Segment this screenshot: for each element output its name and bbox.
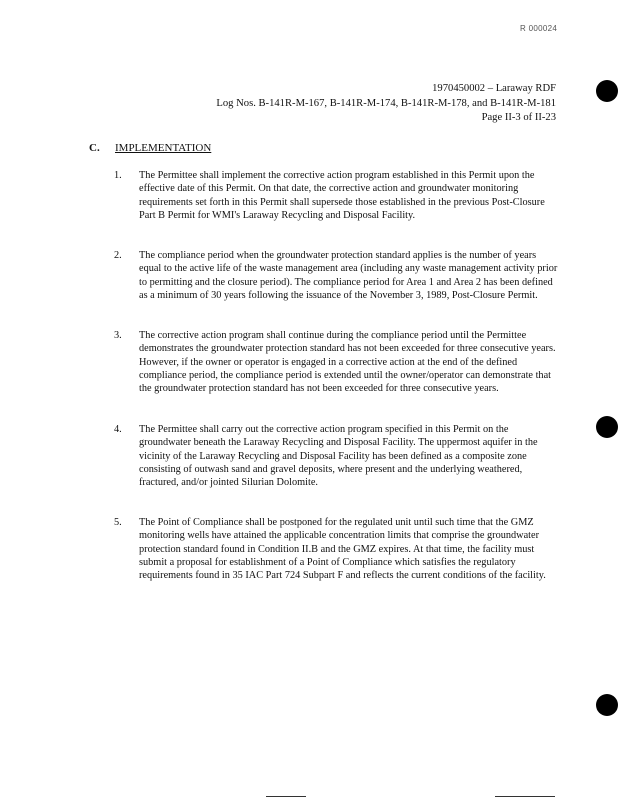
list-item — [114, 516, 559, 582]
bates-stamp: R 000024 — [520, 24, 558, 33]
item-number: 1. — [114, 170, 122, 181]
footer-rule-left — [266, 796, 306, 797]
log-numbers-line: Log Nos. B-141R-M-167, B-141R-M-174, B-141R-M-178, and B-141R-M-181 — [216, 97, 556, 109]
item-text: The Point of Compliance shall be postponed for the regulated unit until such time that the GMZ monitoring wells have attained the applicable concentration limits that comprise the groundwater protection standard found in Condition II.B and the GMZ expires. At that time, the facility must submit a proposal for establishment of a Point of Compliance which satisfies the regulatory requirements found in 35 IAC Part 724 Subpart F and reflects the current conditions of the facility. — [139, 517, 546, 582]
item-number: 2. — [114, 250, 122, 261]
list-item — [114, 249, 559, 302]
list-item — [114, 329, 559, 395]
section-letter: C. — [89, 142, 100, 154]
item-text: The Permittee shall implement the corrective action program established in this Permit upon the effective date of this Permit. On that date, the corrective action and groundwater monitoring requirements set forth in this Permit shall supersede those established in the previous Post-Closure Part B Permit for WMI's Laraway Recycling and Disposal Facility. — [139, 170, 545, 221]
facility-id-line: 1970450002 – Laraway RDF — [432, 83, 556, 94]
section-heading — [89, 142, 211, 154]
punch-hole-middle — [596, 416, 618, 438]
page-number-line: Page II-3 of II-23 — [481, 112, 556, 123]
item-text: The corrective action program shall continue during the compliance period until the Permittee demonstrates the groundwater protection standard has not been exceeded for three consecutive years. However, if the owner or operator is engaged in a corrective action at the end of the defined compliance period, the compliance period is extended until the owner/operator can demonstrate that the groundwater protection standard has not been exceeded for three consecutive years. — [139, 330, 556, 395]
item-text: The compliance period when the groundwater protection standard applies is the number of years equal to the active life of the waste management area (including any waste management activity prior to permitting and the closure period). The compliance period for Area 1 and Area 2 has been defined as a minimum of 30 years following the issuance of the November 3, 1989, Post-Closure Permit. — [139, 250, 558, 301]
list-item — [114, 423, 559, 489]
footer-rule-right — [495, 796, 555, 797]
item-number: 3. — [114, 330, 122, 341]
punch-hole-bottom — [596, 694, 618, 716]
punch-hole-top — [596, 80, 618, 102]
document-header — [216, 82, 556, 126]
item-number: 4. — [114, 424, 122, 435]
item-number: 5. — [114, 517, 122, 528]
list-item — [114, 169, 559, 222]
section-title: IMPLEMENTATION — [115, 142, 212, 154]
item-text: The Permittee shall carry out the corrective action program specified in this Permit on the groundwater beneath the Laraway Recycling and Disposal Facility. The uppermost aquifer in the vicinity of the Laraway Recycling and Disposal Facility has been defined as a composite zone consisting of outwash sand and gravel deposits, where present and the underlying weathered, fractured, and/or jointed Silurian Dolomite. — [139, 424, 538, 489]
